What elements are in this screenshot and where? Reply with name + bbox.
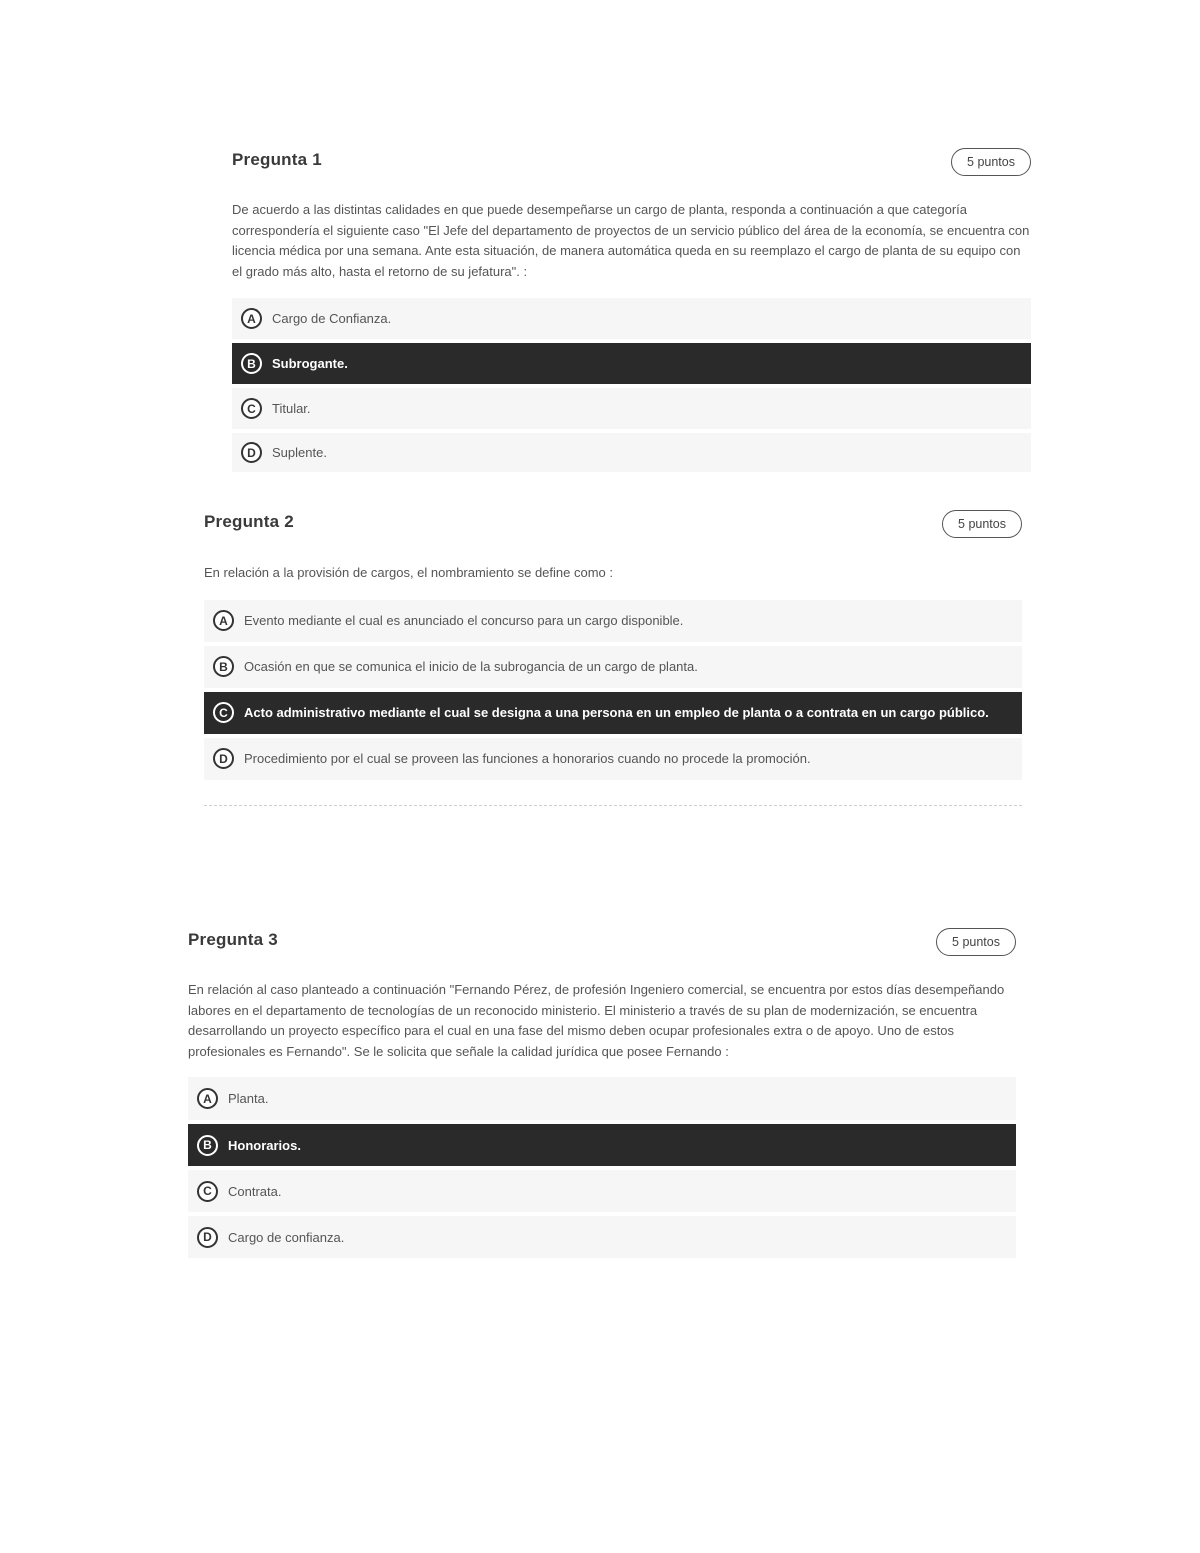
points-badge: 5 puntos <box>951 148 1031 176</box>
question-text: De acuerdo a las distintas calidades en que puede desempeñarse un cargo de planta, responda a continuación a que categoría correspondería el siguiente caso "El Jefe del departamento de proyectos de un servicio público del área de la economía, se encuentra con licencia médica por una semana. Ante esta situación, de manera automática queda en su reemplazo el cargo de planta de su equipo con el grado más alto, hasta el retorno de su jefatura". : <box>232 202 1030 279</box>
option-d[interactable] <box>204 738 1022 780</box>
answer-options <box>204 600 1022 780</box>
question-title: Pregunta 1 <box>232 150 322 169</box>
question-1 <box>232 148 1031 476</box>
option-text: Honorarios. <box>228 1137 301 1153</box>
option-a[interactable] <box>188 1077 1016 1120</box>
question-2 <box>204 510 1022 784</box>
option-b[interactable] <box>204 646 1022 688</box>
option-letter-b: B <box>213 656 234 677</box>
option-c[interactable] <box>232 388 1031 429</box>
option-letter-a: A <box>197 1088 218 1109</box>
option-text: Evento mediante el cual es anunciado el concurso para un cargo disponible. <box>244 613 684 628</box>
option-d[interactable] <box>232 433 1031 472</box>
option-text: Procedimiento por el cual se proveen las funciones a honorarios cuando no procede la promoción. <box>244 751 811 766</box>
option-a[interactable] <box>232 298 1031 339</box>
option-text: Cargo de Confianza. <box>272 311 392 326</box>
option-text: Planta. <box>228 1091 269 1106</box>
option-a[interactable] <box>204 600 1022 642</box>
option-text: Cargo de confianza. <box>228 1229 345 1245</box>
option-letter-b: B <box>197 1135 218 1156</box>
question-3 <box>188 928 1016 1262</box>
question-header <box>188 928 1016 958</box>
option-letter-a: A <box>241 308 262 329</box>
option-b[interactable] <box>232 343 1031 384</box>
question-text: En relación a la provisión de cargos, el nombramiento se define como : <box>204 565 613 580</box>
answer-options <box>232 298 1031 472</box>
points-badge: 5 puntos <box>936 928 1016 956</box>
option-text: Suplente. <box>272 445 327 460</box>
points-badge: 5 puntos <box>942 510 1022 538</box>
option-letter-d: D <box>197 1227 218 1248</box>
option-letter-d: D <box>213 748 234 769</box>
option-text: Subrogante. <box>272 356 348 371</box>
option-d[interactable] <box>188 1216 1016 1258</box>
option-letter-b: B <box>241 353 262 374</box>
option-letter-a: A <box>213 610 234 631</box>
question-header <box>204 510 1022 540</box>
option-letter-c: C <box>197 1181 218 1202</box>
option-letter-c: C <box>241 398 262 419</box>
option-b[interactable] <box>188 1124 1016 1166</box>
question-header <box>232 148 1031 178</box>
option-c[interactable] <box>204 692 1022 734</box>
question-title: Pregunta 3 <box>188 930 278 949</box>
question-title: Pregunta 2 <box>204 512 294 531</box>
answer-options <box>188 1077 1016 1258</box>
option-letter-c: C <box>213 702 234 723</box>
option-text: Acto administrativo mediante el cual se designa a una persona en un empleo de planta o a contrata en un cargo público. <box>244 705 989 720</box>
option-c[interactable] <box>188 1170 1016 1212</box>
option-text: Contrata. <box>228 1183 282 1199</box>
option-text: Ocasión en que se comunica el inicio de la subrogancia de un cargo de planta. <box>244 659 698 674</box>
question-text: En relación al caso planteado a continuación "Fernando Pérez, de profesión Ingeniero comercial, se encuentra por estos días desempeñando labores en el departamento de tecnologías de un reconocido ministerio. El ministerio a través de su plan de modernización, se encuentra desarrollando un proyecto específico para el cual en una fase del mismo deben ocupar profesionales extra o de apoyo. Uno de estos profesionales es Fernando". Se le solicita que señale la calidad jurídica que posee Fernando : <box>188 982 1005 1059</box>
option-text: Titular. <box>272 401 311 416</box>
section-divider <box>204 805 1022 806</box>
option-letter-d: D <box>241 442 262 463</box>
